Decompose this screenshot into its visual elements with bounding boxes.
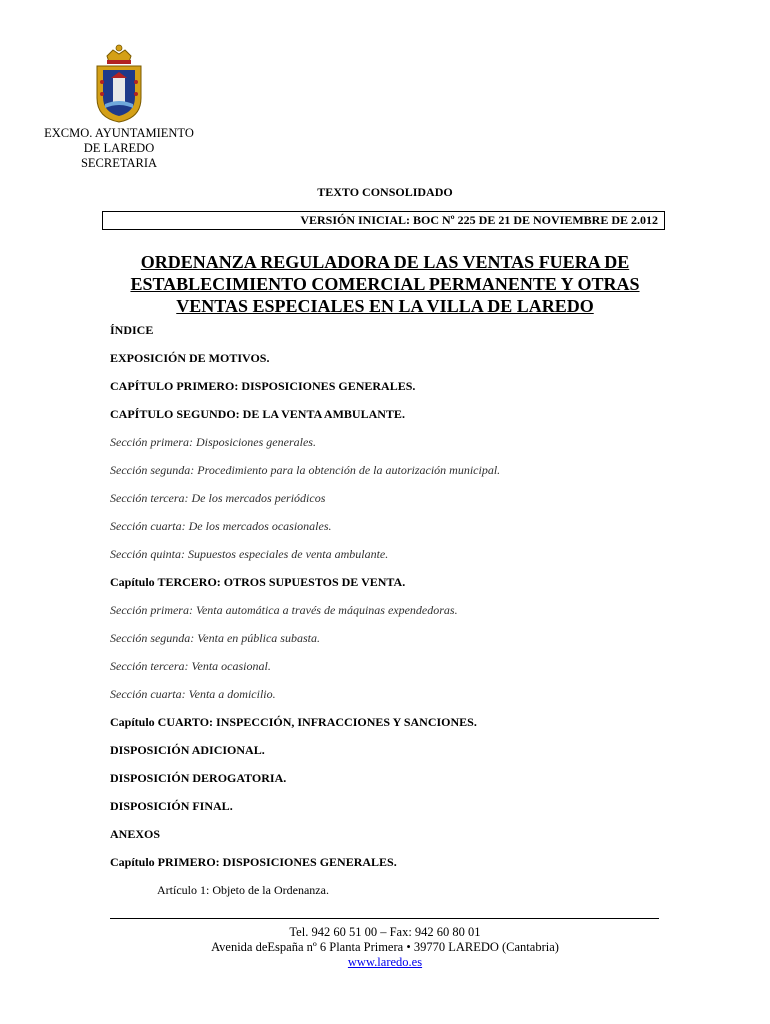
index-item: EXPOSICIÓN DE MOTIVOS. <box>110 351 270 365</box>
index-item: Sección segunda: Procedimiento para la obtención de la autorización municipal. <box>110 463 501 477</box>
title-line: ORDENANZA REGULADORA DE LAS VENTAS FUERA DE <box>140 252 630 272</box>
org-line: EXCMO. AYUNTAMIENTO <box>44 126 194 140</box>
footer-phone: Tel. 942 60 51 00 – Fax: 942 60 80 01 <box>289 925 481 939</box>
article-item: Artículo 1: Objeto de la Ordenanza. <box>157 883 329 897</box>
document-title <box>0 251 770 317</box>
index-item: Sección primera: Venta automática a través de máquinas expendedoras. <box>110 603 458 617</box>
index-item: Sección tercera: Venta ocasional. <box>110 659 271 673</box>
index-item: Capítulo CUARTO: INSPECCIÓN, INFRACCIONES Y SANCIONES. <box>110 715 477 729</box>
index-item: Capítulo TERCERO: OTROS SUPUESTOS DE VENTA. <box>110 575 406 589</box>
footer-address: Avenida deEspaña nº 6 Planta Primera • 39770 LAREDO (Cantabria) <box>211 940 559 954</box>
index-item: Sección tercera: De los mercados periódicos <box>110 491 326 505</box>
index-item: DISPOSICIÓN ADICIONAL. <box>110 743 265 757</box>
org-line: DE LAREDO <box>83 141 155 155</box>
footer-divider <box>110 918 659 919</box>
footer-website-link[interactable]: www.laredo.es <box>347 955 423 969</box>
index-heading: ÍNDICE <box>110 323 154 337</box>
index-item: Sección cuarta: Venta a domicilio. <box>110 687 276 701</box>
version-box: VERSIÓN INICIAL: BOC Nº 225 DE 21 DE NOVIEMBRE DE 2.012 <box>102 211 665 230</box>
title-line: VENTAS ESPECIALES EN LA VILLA DE LAREDO <box>176 296 594 316</box>
index-item: CAPÍTULO PRIMERO: DISPOSICIONES GENERALES. <box>110 379 416 393</box>
index-item: Sección cuarta: De los mercados ocasionales. <box>110 519 332 533</box>
index-item: DISPOSICIÓN DEROGATORIA. <box>110 771 287 785</box>
index-item: Sección segunda: Venta en pública subasta. <box>110 631 320 645</box>
title-line: ESTABLECIMIENTO COMERCIAL PERMANENTE Y OTRAS <box>130 274 640 294</box>
index-item: ANEXOS <box>110 827 161 841</box>
index-item: Capítulo PRIMERO: DISPOSICIONES GENERALES. <box>110 855 397 869</box>
consolidated-text-label: TEXTO CONSOLIDADO <box>317 185 453 199</box>
index-item: Sección quinta: Supuestos especiales de venta ambulante. <box>110 547 389 561</box>
org-line: SECRETARIA <box>80 156 158 170</box>
index-item: CAPÍTULO SEGUNDO: DE LA VENTA AMBULANTE. <box>110 407 405 421</box>
footer-website-container <box>0 955 770 970</box>
index-item: Sección primera: Disposiciones generales. <box>110 435 316 449</box>
coat-of-arms-icon <box>93 42 145 124</box>
index-item: DISPOSICIÓN FINAL. <box>110 799 233 813</box>
